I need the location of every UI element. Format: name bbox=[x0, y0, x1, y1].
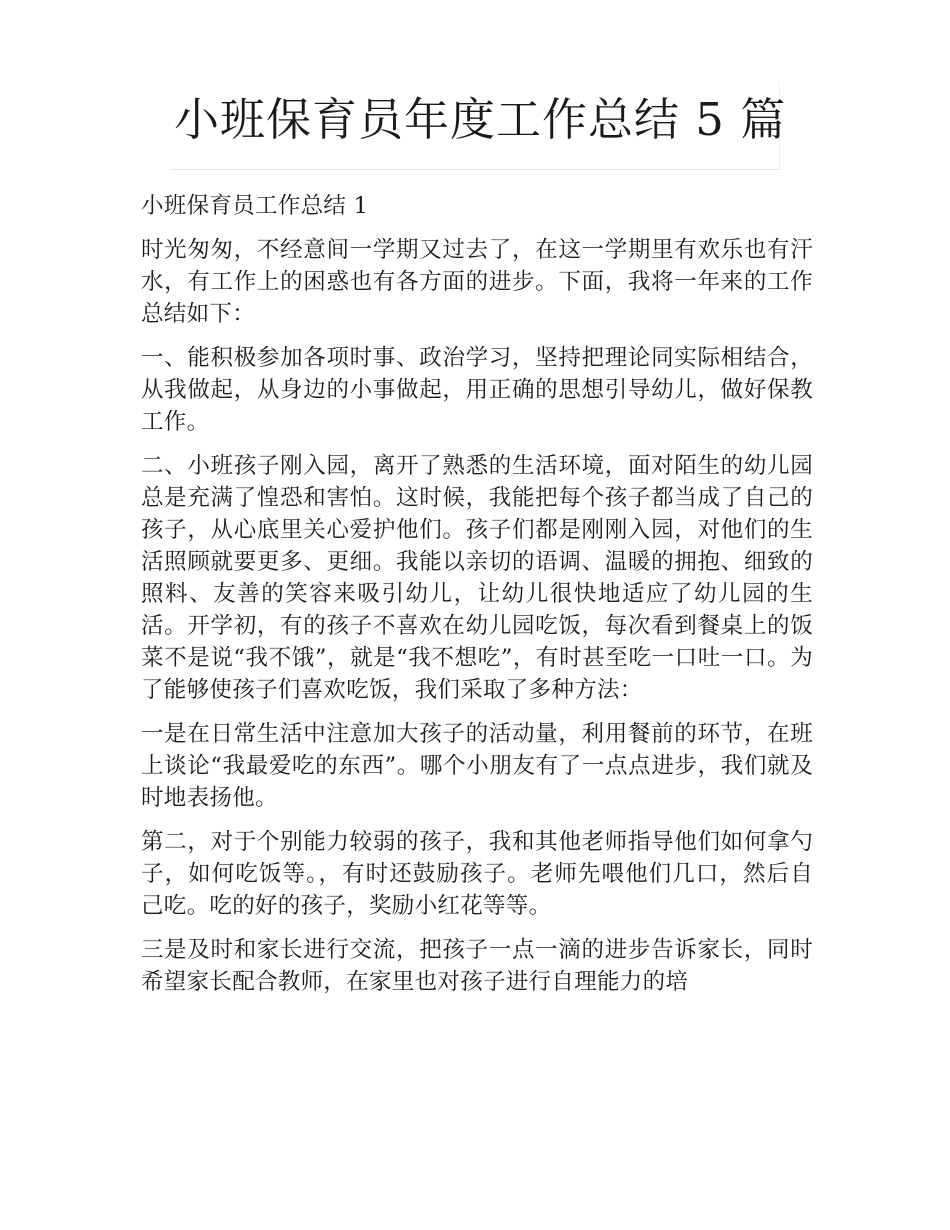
paragraph-point-2: 二、小班孩子刚入园，离开了熟悉的生活环境，面对陌生的幼儿园总是充满了惶恐和害怕。这时候，我能把每个孩子都当成了自己的孩子，从心底里关心爱护他们。孩子们都是刚刚入园，对他们的生活照顾就要更多、更细。我能以亲切的语调、温暖的拥抱、细致的照料、友善的笑容来吸引幼儿，让幼儿很快地适应了幼儿园的生活。开学初，有的孩子不喜欢在幼儿园吃饭，每次看到餐桌上的饭菜不是说“我不饿”，就是“我不想吃”，有时甚至吃一口吐一口。为了能够使孩子们喜欢吃饭，我们采取了多种方法： bbox=[141, 453, 813, 703]
paragraph-method-3: 三是及时和家长进行交流，把孩子一点一滴的进步告诉家长，同时希望家长配合教师，在家里也对孩子进行自理能力的培 bbox=[141, 937, 813, 995]
paragraph-intro: 时光匆匆，不经意间一学期又过去了，在这一学期里有欢乐也有汗水，有工作上的困惑也有各方面的进步。下面，我将一年来的工作总结如下： bbox=[141, 237, 813, 327]
paragraph-method-1: 一是在日常生活中注意加大孩子的活动量，利用餐前的环节，在班上谈论“我最爱吃的东西”。哪个小朋友有了一点点进步，我们就及时地表扬他。 bbox=[141, 721, 813, 811]
title-box bbox=[170, 82, 787, 170]
paragraph-point-1: 一、能积极参加各项时事、政治学习，坚持把理论同实际相结合，从我做起，从身边的小事做起，用正确的思想引导幼儿，做好保教工作。 bbox=[141, 345, 813, 435]
document-title: 小班保育员年度工作总结 5 篇 bbox=[174, 93, 787, 146]
section-heading: 小班保育员工作总结 1 bbox=[141, 193, 369, 219]
paragraph-method-2: 第二，对于个别能力较弱的孩子，我和其他老师指导他们如何拿勺子，如何吃饭等。，有时还鼓励孩子。老师先喂他们几口，然后自己吃。吃的好的孩子，奖励小红花等等。 bbox=[141, 829, 813, 919]
document-body bbox=[141, 190, 813, 1010]
